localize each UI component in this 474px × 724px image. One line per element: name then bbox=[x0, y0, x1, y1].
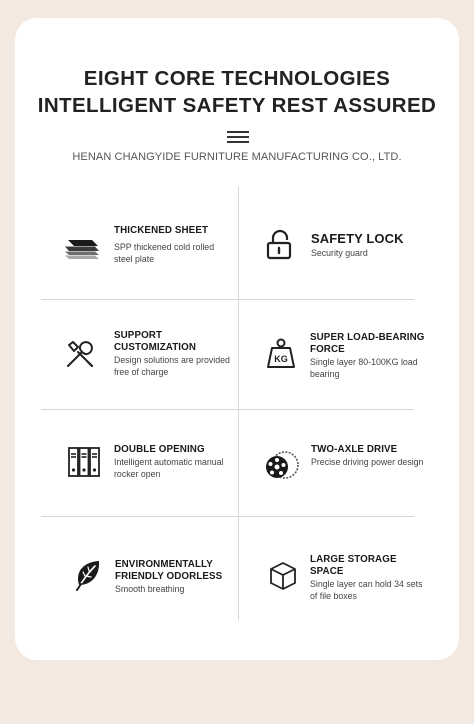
tools-icon bbox=[62, 336, 102, 376]
gear-wheel-icon bbox=[264, 450, 304, 490]
features-card bbox=[15, 18, 459, 660]
menu-icon bbox=[227, 131, 249, 145]
page-title-line2: INTELLIGENT SAFETY REST ASSURED bbox=[37, 94, 437, 117]
box-icon bbox=[267, 560, 307, 600]
stacked-sheets-icon bbox=[60, 226, 100, 266]
row-divider bbox=[41, 299, 414, 300]
feature-title: SAFETY LOCK bbox=[311, 231, 404, 246]
feature-desc: Smooth breathing bbox=[115, 584, 185, 594]
feature-desc: Design solutions are provided free of charge bbox=[114, 355, 230, 377]
padlock-icon bbox=[263, 228, 303, 268]
leaf-icon bbox=[73, 558, 113, 598]
feature-desc: Intelligent automatic manual rocker open bbox=[114, 457, 224, 479]
feature-title: THICKENED SHEET bbox=[114, 225, 209, 236]
binders-icon bbox=[67, 446, 107, 486]
feature-desc: SPP thickened cold rolled steel plate bbox=[114, 242, 215, 264]
svg-text:KG: KG bbox=[274, 354, 288, 364]
feature-title: SUPER LOAD-BEARING FORCE bbox=[310, 332, 425, 355]
row-divider bbox=[41, 409, 414, 410]
row-divider bbox=[41, 516, 414, 517]
page-title-line1: EIGHT CORE TECHNOLOGIES bbox=[83, 67, 391, 90]
feature-desc: Security guard bbox=[311, 248, 368, 258]
feature-title: LARGE STORAGE SPACE bbox=[310, 554, 397, 577]
feature-title: DOUBLE OPENING bbox=[114, 444, 205, 455]
company-name: HENAN CHANGYIDE FURNITURE MANUFACTURING CO., LTD. bbox=[72, 151, 402, 163]
feature-title: ENVIRONMENTALLY FRIENDLY ODORLESS bbox=[115, 559, 223, 582]
feature-title: TWO-AXLE DRIVE bbox=[311, 444, 398, 455]
vertical-divider bbox=[238, 186, 239, 620]
feature-desc: Single layer 80-100KG load bearing bbox=[310, 357, 418, 379]
feature-desc: Precise driving power design bbox=[311, 457, 424, 467]
feature-title: SUPPORT CUSTOMIZATION bbox=[114, 330, 197, 353]
weight-icon bbox=[265, 336, 305, 376]
feature-desc: Single layer can hold 34 sets of file boxes bbox=[310, 579, 423, 601]
